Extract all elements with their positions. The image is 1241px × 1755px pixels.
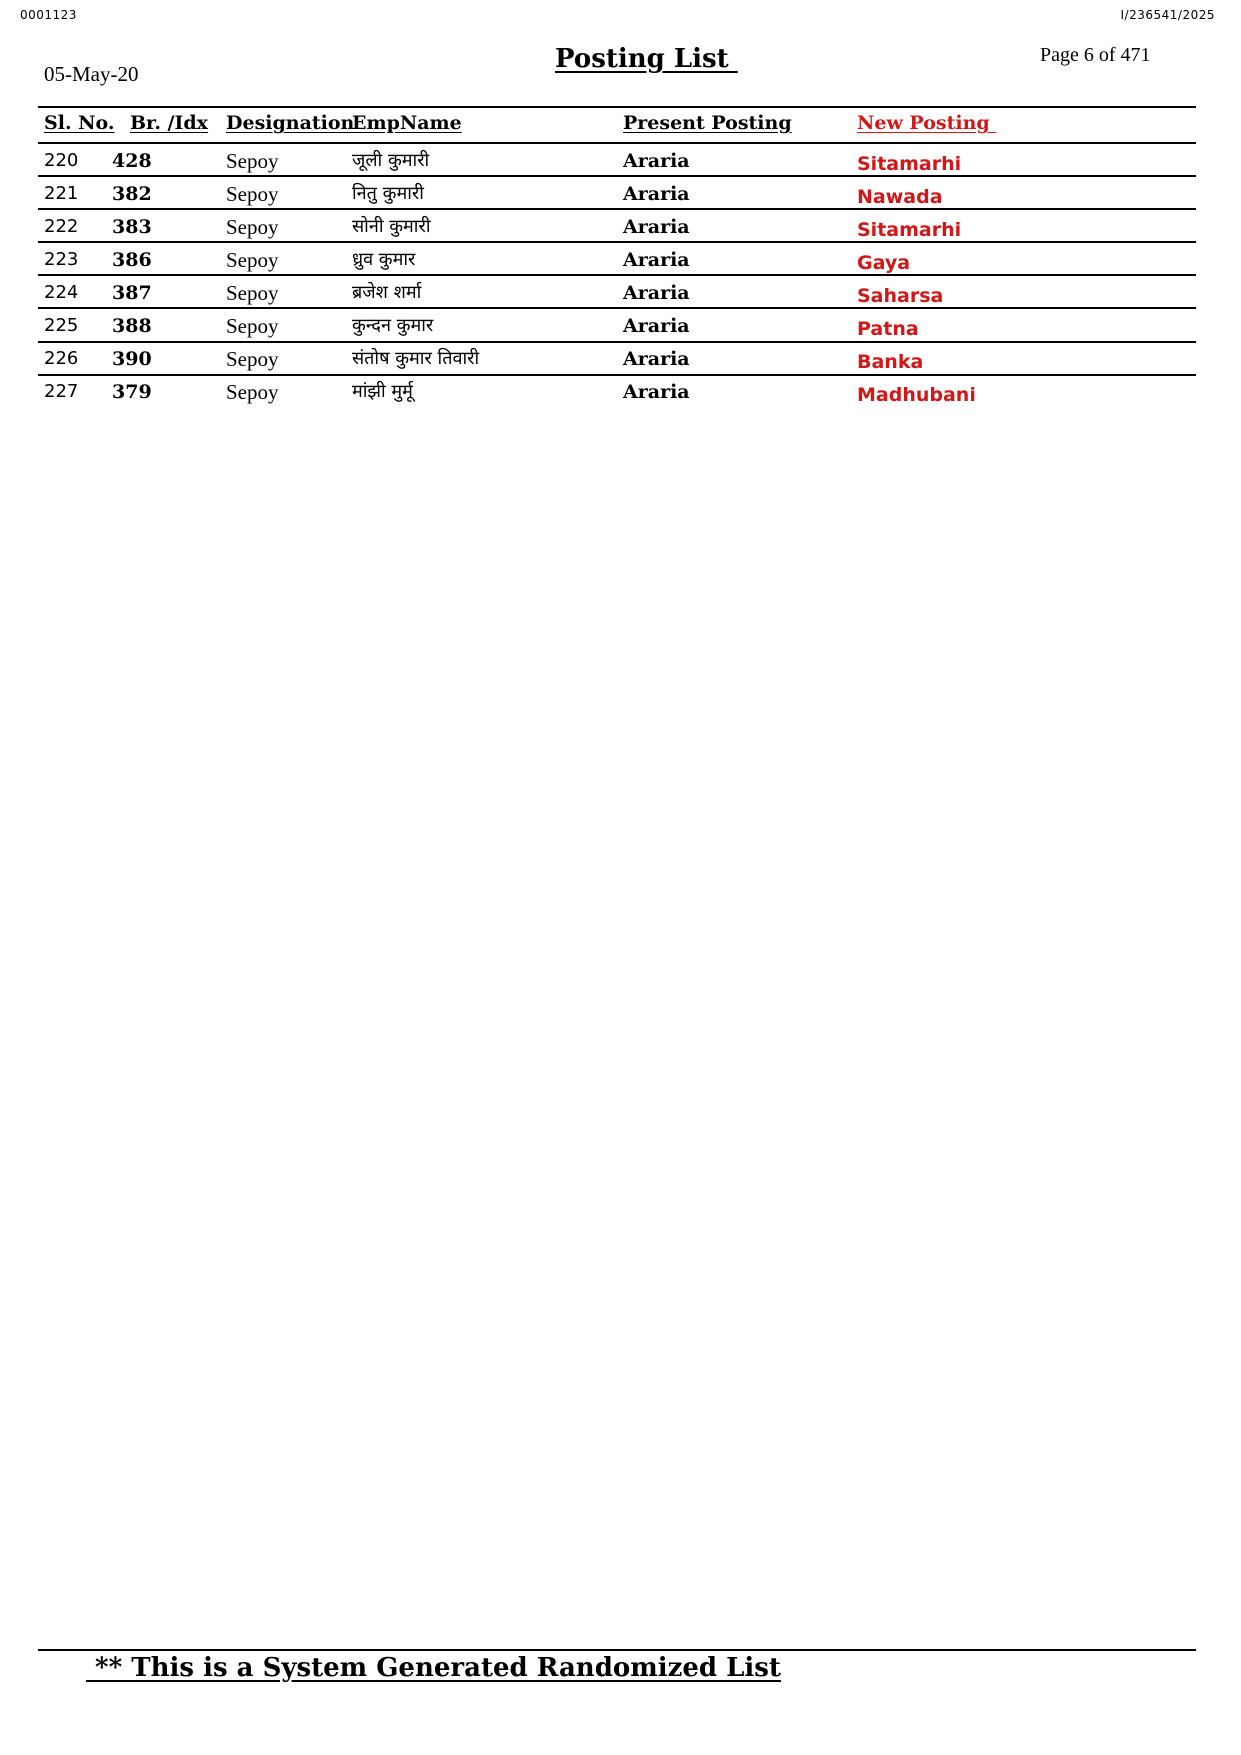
br-idx-cell: 386 — [112, 249, 152, 271]
sl-no-cell: 227 — [44, 381, 79, 402]
present-posting-cell: Araria — [623, 315, 690, 337]
designation-cell: Sepoy — [226, 215, 279, 239]
new-posting-cell: Sitamarhi — [857, 153, 962, 175]
emp-name-cell: जूली कुमारी — [352, 150, 430, 171]
table-row — [0, 377, 1241, 407]
designation-cell: Sepoy — [226, 149, 279, 173]
table-row — [0, 212, 1241, 242]
table-row — [0, 344, 1241, 374]
present-posting-cell: Araria — [623, 282, 690, 304]
row-divider — [38, 274, 1196, 276]
table-row — [0, 245, 1241, 275]
emp-name-cell: सोनी कुमारी — [352, 216, 431, 237]
sl-no-cell: 222 — [44, 216, 79, 237]
new-posting-cell: Madhubani — [857, 384, 976, 406]
column-header-present-posting: Present Posting — [623, 112, 792, 134]
new-posting-cell: Patna — [857, 318, 919, 340]
emp-name-cell: संतोष कुमार तिवारी — [352, 348, 480, 369]
emp-name-cell: नितु कुमारी — [352, 183, 424, 204]
row-divider — [38, 241, 1196, 243]
br-idx-cell: 388 — [112, 315, 152, 337]
new-posting-cell: Sitamarhi — [857, 219, 962, 241]
br-idx-cell: 379 — [112, 381, 152, 403]
sl-no-cell: 226 — [44, 348, 79, 369]
br-idx-cell: 390 — [112, 348, 152, 370]
footer-note: ** This is a System Generated Randomized List — [86, 1653, 781, 1683]
column-header-br-idx: Br. /Idx — [130, 112, 208, 134]
page-title: Posting List — [555, 44, 738, 74]
footer-rule — [38, 1649, 1196, 1651]
designation-cell: Sepoy — [226, 380, 279, 404]
designation-cell: Sepoy — [226, 281, 279, 305]
row-divider — [38, 374, 1196, 376]
sl-no-cell: 220 — [44, 150, 79, 171]
column-header-new-posting: New Posting — [857, 112, 997, 134]
header-bottom-rule — [38, 142, 1196, 144]
sl-no-cell: 224 — [44, 282, 79, 303]
column-header-emp-name: EmpName — [352, 112, 462, 134]
present-posting-cell: Araria — [623, 249, 690, 271]
column-header-designation: Designation — [226, 112, 355, 134]
present-posting-cell: Araria — [623, 183, 690, 205]
emp-name-cell: कुन्दन कुमार — [352, 315, 434, 336]
emp-name-cell: ध्रुव कुमार — [352, 249, 416, 270]
new-posting-cell: Saharsa — [857, 285, 944, 307]
row-divider — [38, 307, 1196, 309]
br-idx-cell: 428 — [112, 150, 152, 172]
table-row — [0, 278, 1241, 308]
sl-no-cell: 225 — [44, 315, 79, 336]
table-row — [0, 311, 1241, 341]
new-posting-cell: Gaya — [857, 252, 911, 274]
row-divider — [38, 341, 1196, 343]
table-header-row — [0, 108, 1241, 138]
row-divider — [38, 175, 1196, 177]
present-posting-cell: Araria — [623, 150, 690, 172]
present-posting-cell: Araria — [623, 381, 690, 403]
document-id-right: I/236541/2025 — [1120, 8, 1215, 22]
designation-cell: Sepoy — [226, 182, 279, 206]
emp-name-cell: मांझी मुर्मू — [352, 381, 413, 402]
row-divider — [38, 208, 1196, 210]
new-posting-cell: Nawada — [857, 186, 943, 208]
column-header-sl-no: Sl. No. — [44, 112, 115, 134]
sl-no-cell: 223 — [44, 249, 79, 270]
present-posting-cell: Araria — [623, 348, 690, 370]
designation-cell: Sepoy — [226, 347, 279, 371]
sl-no-cell: 221 — [44, 183, 79, 204]
br-idx-cell: 387 — [112, 282, 152, 304]
page-number: Page 6 of 471 — [1040, 44, 1151, 66]
br-idx-cell: 382 — [112, 183, 152, 205]
designation-cell: Sepoy — [226, 314, 279, 338]
table-row — [0, 179, 1241, 209]
present-posting-cell: Araria — [623, 216, 690, 238]
emp-name-cell: ब्रजेश शर्मा — [352, 282, 422, 303]
designation-cell: Sepoy — [226, 248, 279, 272]
new-posting-cell: Banka — [857, 351, 924, 373]
report-date: 05-May-20 — [44, 62, 139, 86]
br-idx-cell: 383 — [112, 216, 152, 238]
table-row — [0, 146, 1241, 176]
document-id-left: 0001123 — [20, 8, 77, 22]
